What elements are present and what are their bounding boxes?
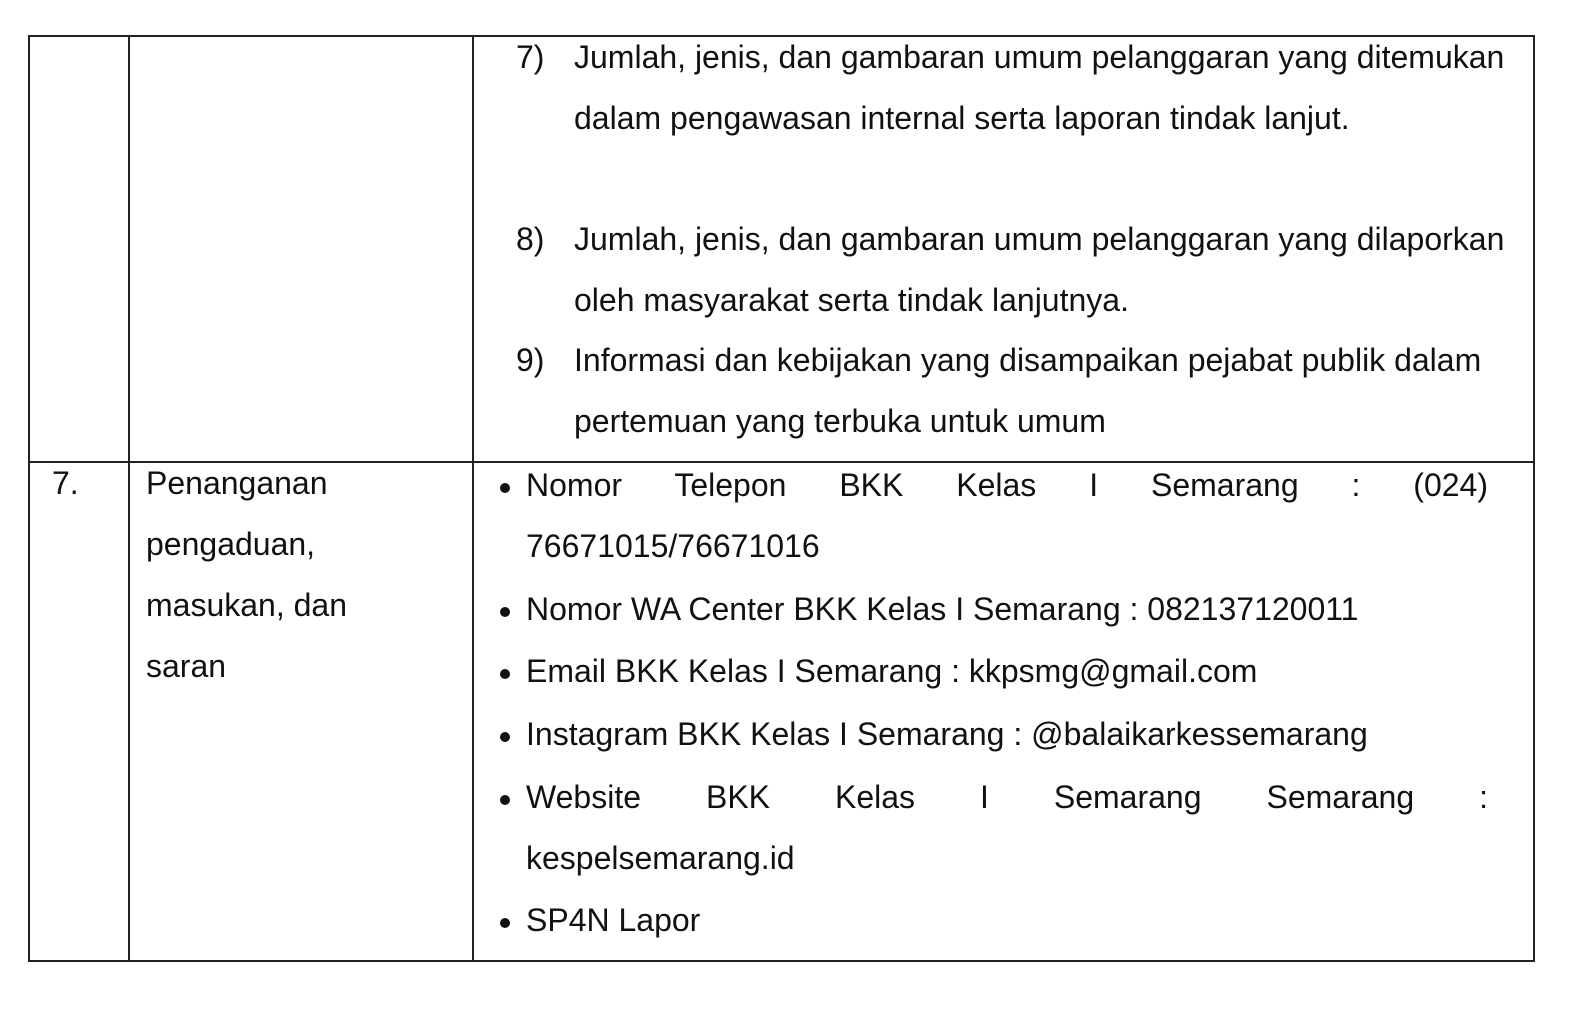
bullet-item-phone [466,455,1488,577]
item-text: Jumlah, jenis, dan gambaran umum pelanggaran yang ditemukan dalam pengawasan internal serta laporan tindak lanjut. [574,39,1505,136]
item-text-continued: kespelsemarang.id [526,840,795,876]
bullet-item-sp4n [466,890,1488,951]
row-number: 7. [52,465,79,501]
bullet-item-email [466,641,1488,702]
numbered-item-8 [516,209,1506,331]
item-text: Website BKK Kelas I Semarang Semarang : [526,779,1488,815]
column-divider-1 [128,37,130,960]
item-text: Informasi dan kebijakan yang disampaikan pejabat publik dalam pertemuan yang terbuka untuk umum [574,342,1482,439]
bullet-item-instagram [466,704,1488,765]
bullet-item-website [466,767,1488,889]
item-text-continued: 76671015/76671016 [526,528,820,564]
numbered-item-9 [516,330,1506,452]
numbered-item-7 [516,27,1506,149]
bullet-icon [500,732,510,742]
item-text: Jumlah, jenis, dan gambaran umum pelanggaran yang dilaporkan oleh masyarakat serta tindak lanjutnya. [574,221,1505,318]
bullet-icon [500,607,510,617]
item-marker: 8) [516,221,545,257]
bullet-icon [500,669,510,679]
item-text: Email BKK Kelas I Semarang : kkpsmg@gmail.com [526,653,1258,689]
row-title: Penanganan pengaduan, masukan, dan saran [146,465,348,684]
item-text: SP4N Lapor [526,902,701,938]
item-marker: 9) [516,342,545,378]
item-marker: 7) [516,39,545,75]
bullet-icon [500,795,510,805]
bullet-icon [500,918,510,928]
item-text: Nomor WA Center BKK Kelas I Semarang : 082137120011 [526,591,1359,627]
item-text: Nomor Telepon BKK Kelas I Semarang : (024) [526,467,1488,503]
bullet-item-whatsapp [466,579,1488,640]
item-text: Instagram BKK Kelas I Semarang : @balaikarkessemarang [526,716,1368,752]
bullet-icon [500,483,510,493]
